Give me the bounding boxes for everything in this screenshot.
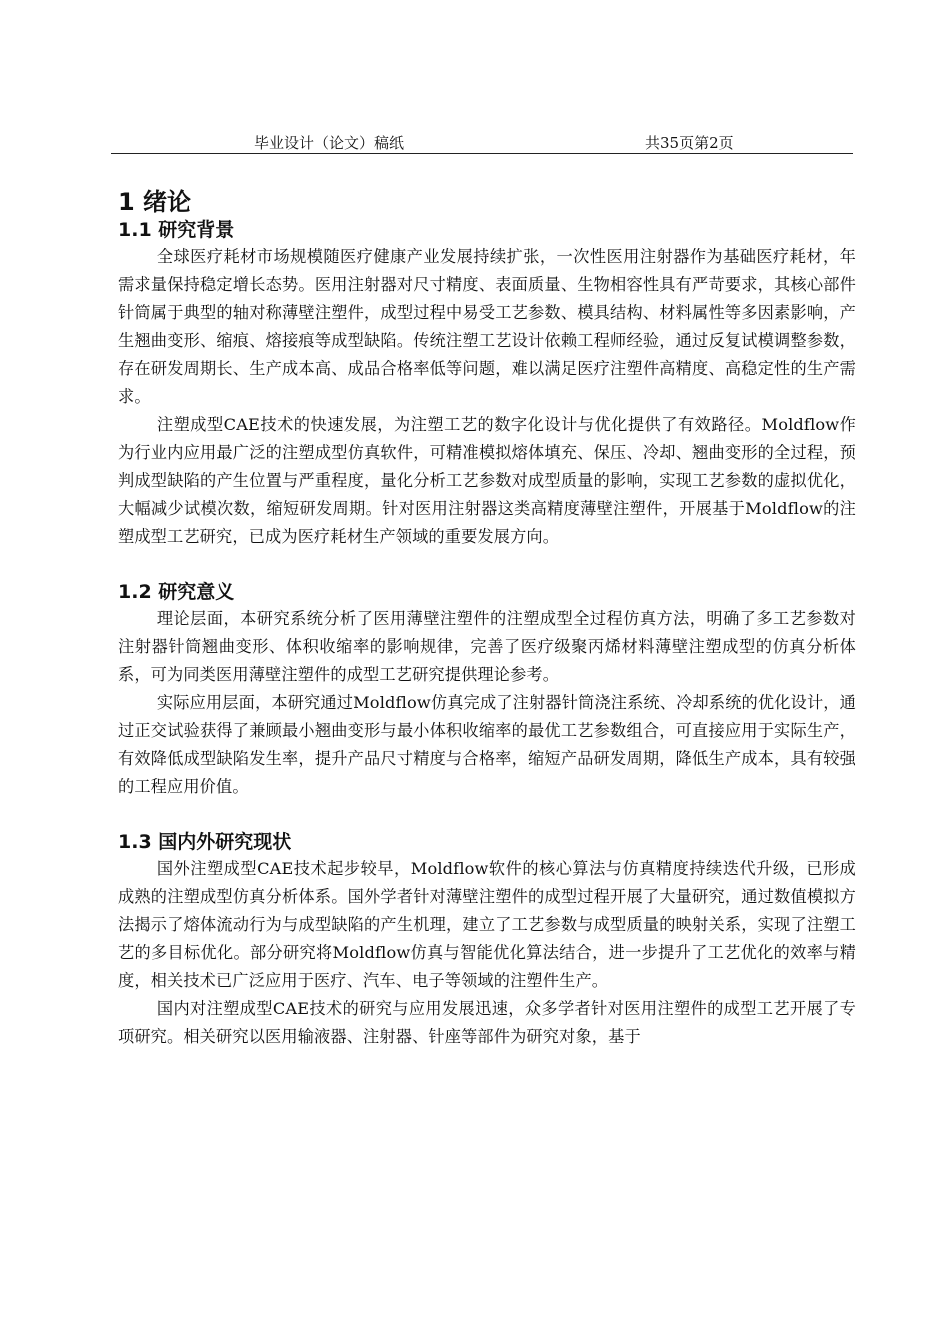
header-page-count: 共35页第2页 [645,134,734,152]
paragraph-1-3-a: 国外注塑成型CAE技术起步较早，Moldflow软件的核心算法与仿真精度持续迭代升级，已形成成熟的注塑成型仿真分析体系。国外学者针对薄壁注塑件的成型过程开展了大量研究，通过数值模拟方法揭示了熔体流动行为与成型缺陷的产生机理，建立了工艺参数与成型质量的映射关系，实现了注塑工艺的多目标优化。部分研究将Moldflow仿真与智能优化算法结合，进一步提升了工艺优化的效率与精度，相关技术已广泛应用于医疗、汽车、电子等领域的注塑件生产。 [118,859,856,990]
section-title-1-2: 1.2 研究意义 [118,581,235,603]
paragraph-1-1-a: 全球医疗耗材市场规模随医疗健康产业发展持续扩张，一次性医用注射器作为基础医疗耗材，年需求量保持稳定增长态势。医用注射器对尺寸精度、表面质量、生物相容性具有严苛要求，其核心部件针筒属于典型的轴对称薄壁注塑件，成型过程中易受工艺参数、模具结构、材料属性等多因素影响，产生翘曲变形、缩痕、熔接痕等成型缺陷。传统注塑工艺设计依赖工程师经验，通过反复试模调整参数，存在研发周期长、生产成本高、成品合格率低等问题，难以满足医疗注塑件高精度、高稳定性的生产需求。 [118,247,856,406]
paragraph-1-1-b: 注塑成型CAE技术的快速发展，为注塑工艺的数字化设计与优化提供了有效路径。Moldflow作为行业内应用最广泛的注塑成型仿真软件，可精准模拟熔体填充、保压、冷却、翘曲变形的全过程，预判成型缺陷的产生位置与严重程度，量化分析工艺参数对成型质量的影响，实现工艺参数的虚拟优化，大幅减少试模次数，缩短研发周期。针对医用注射器这类高精度薄壁注塑件，开展基于Moldflow的注塑成型工艺研究，已成为医疗耗材生产领域的重要发展方向。 [118,415,856,546]
page-header [111,133,853,154]
section-title-1-1: 1.1 研究背景 [118,219,235,241]
paragraph-1-2-b: 实际应用层面，本研究通过Moldflow仿真完成了注射器针筒浇注系统、冷却系统的优化设计，通过正交试验获得了兼顾最小翘曲变形与最小体积收缩率的最优工艺参数组合，可直接应用于实际生产，有效降低成型缺陷发生率，提升产品尺寸精度与合格率，缩短产品研发周期，降低生产成本，具有较强的工程应用价值。 [118,693,856,796]
paragraph-1-3-b: 国内对注塑成型CAE技术的研究与应用发展迅速，众多学者针对医用注塑件的成型工艺开展了专项研究。相关研究以医用输液器、注射器、针座等部件为研究对象，基于 [118,999,856,1046]
chapter-title: 1 绪论 [118,188,192,216]
paragraph-1-2-a: 理论层面，本研究系统分析了医用薄壁注塑件的注塑成型全过程仿真方法，明确了多工艺参数对注射器针筒翘曲变形、体积收缩率的影响规律，完善了医疗级聚丙烯材料薄壁注塑成型的仿真分析体系，可为同类医用薄壁注塑件的成型工艺研究提供理论参考。 [118,609,856,684]
section-title-1-3: 1.3 国内外研究现状 [118,831,292,853]
document-body [118,187,856,1051]
header-title: 毕业设计（论文）稿纸 [254,134,405,152]
